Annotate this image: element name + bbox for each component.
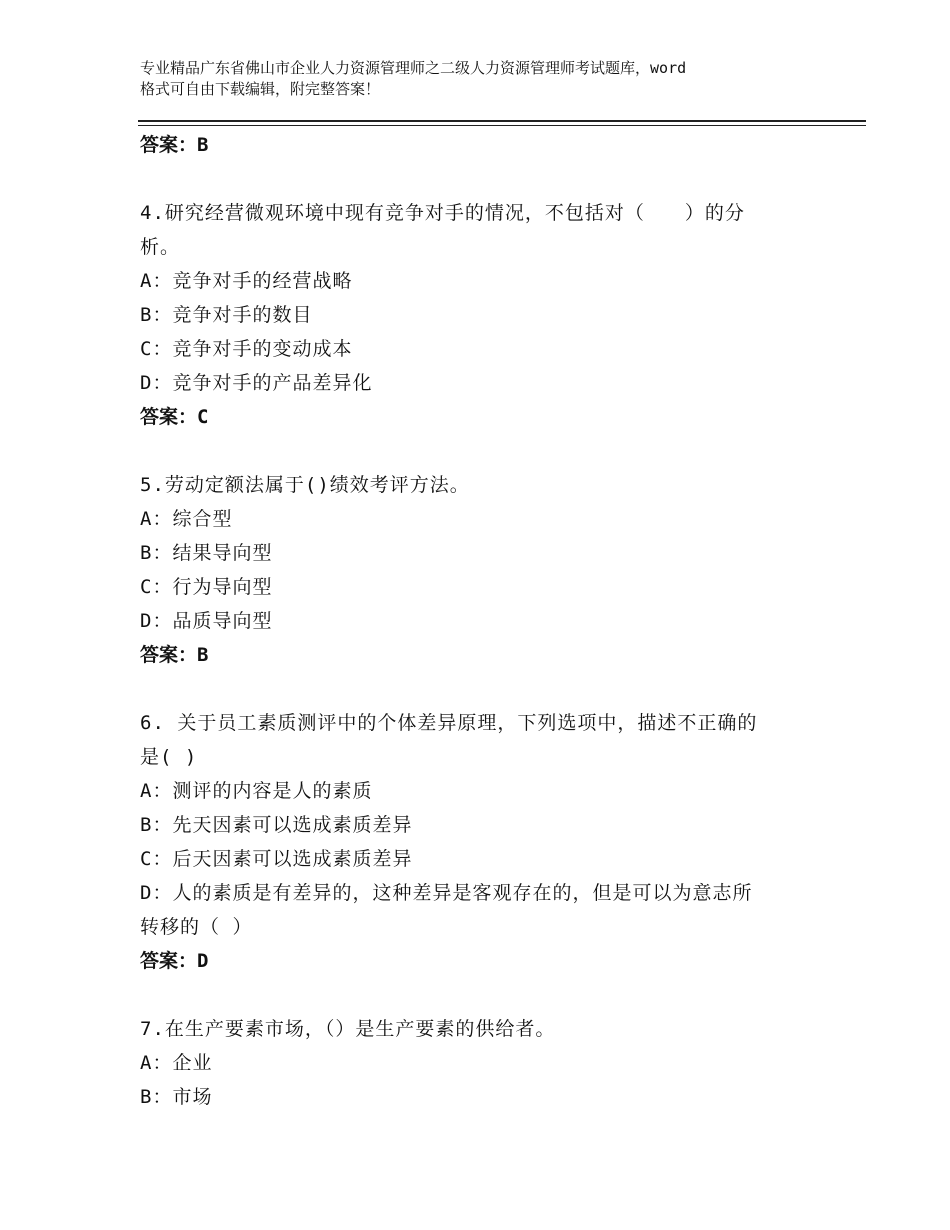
option-b: B：竞争对手的数目 xyxy=(140,304,313,326)
answer-previous: 答案：B xyxy=(140,134,209,156)
question-text: 7.在生产要素市场，（）是生产要素的供给者。 xyxy=(140,1018,556,1040)
header-line-2: 格式可自由下载编辑，附完整答案！ xyxy=(140,80,381,98)
option-a: A：综合型 xyxy=(140,508,233,530)
question-text: 析。 xyxy=(140,236,181,258)
option-d: D：竞争对手的产品差异化 xyxy=(140,372,373,394)
header-divider-thin xyxy=(138,125,866,126)
question-text: 是( ) xyxy=(140,746,198,768)
spacer xyxy=(140,162,830,196)
question-7 xyxy=(140,1012,830,1114)
document-header xyxy=(140,58,830,100)
option-a: A：竞争对手的经营战略 xyxy=(140,270,353,292)
option-b: B：结果导向型 xyxy=(140,542,273,564)
option-c: C：行为导向型 xyxy=(140,576,273,598)
option-c: C：后天因素可以选成素质差异 xyxy=(140,848,413,870)
question-text: 6. 关于员工素质测评中的个体差异原理，下列选项中，描述不正确的 xyxy=(140,712,758,734)
header-divider-thick xyxy=(138,120,866,122)
option-a: A：企业 xyxy=(140,1052,213,1074)
option-d: D：品质导向型 xyxy=(140,610,273,632)
spacer xyxy=(140,672,830,706)
option-d-continued: 转移的（ ） xyxy=(140,916,253,938)
spacer xyxy=(140,978,830,1012)
option-a: A：测评的内容是人的素质 xyxy=(140,780,373,802)
option-c: C：竞争对手的变动成本 xyxy=(140,338,353,360)
option-b: B：先天因素可以选成素质差异 xyxy=(140,814,413,836)
option-b: B：市场 xyxy=(140,1086,213,1108)
answer: 答案：B xyxy=(140,644,209,666)
answer: 答案：C xyxy=(140,406,209,428)
question-text: 4.研究经营微观环境中现有竞争对手的情况，不包括对（ ）的分 xyxy=(140,202,745,224)
question-text: 5.劳动定额法属于()绩效考评方法。 xyxy=(140,474,470,496)
answer: 答案：D xyxy=(140,950,209,972)
question-4 xyxy=(140,196,830,434)
option-d: D：人的素质是有差异的，这种差异是客观存在的，但是可以为意志所 xyxy=(140,882,753,904)
question-content xyxy=(140,128,830,1114)
question-5 xyxy=(140,468,830,672)
header-line-1: 专业精品广东省佛山市企业人力资源管理师之二级人力资源管理师考试题库，word xyxy=(140,59,687,77)
spacer xyxy=(140,434,830,468)
question-6 xyxy=(140,706,830,978)
